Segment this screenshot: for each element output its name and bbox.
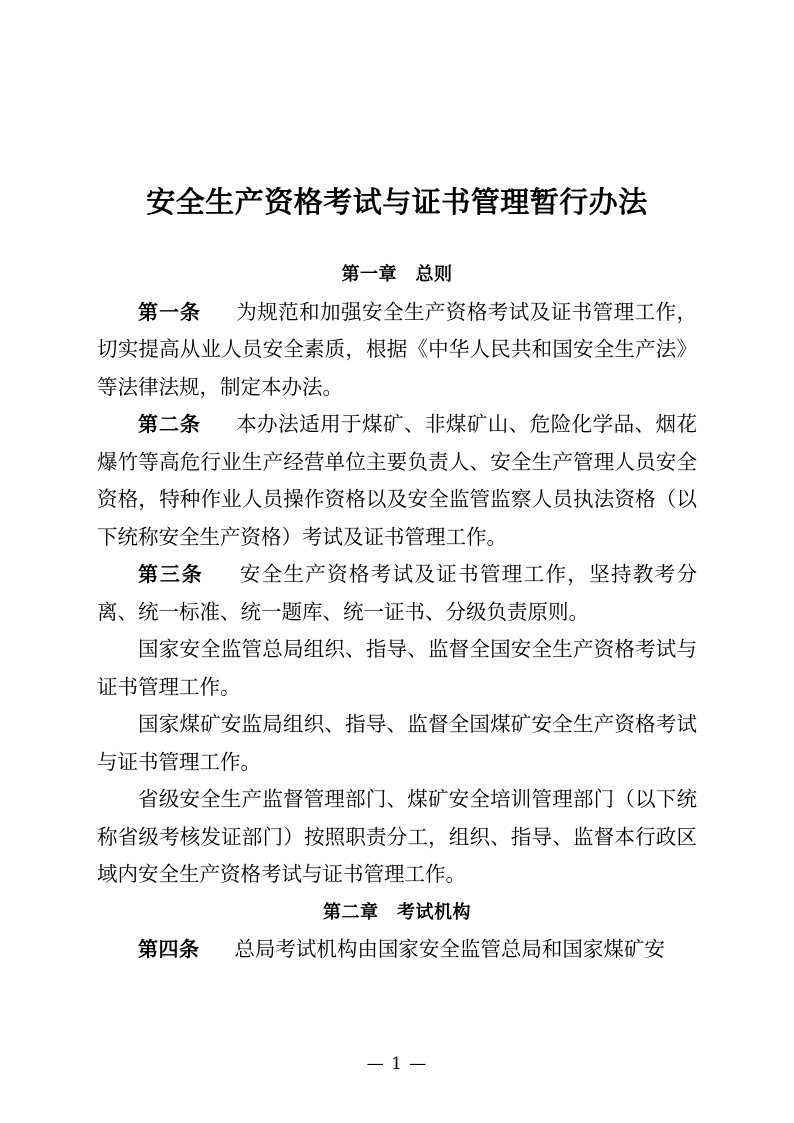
article-paragraph bbox=[97, 406, 697, 556]
paragraph-text: 省级安全生产监督管理部门、煤矿安全培训管理部门（以下统称省级考核发证部门）按照职责分工，组织、指导、监督本行政区域内安全生产资格考试与证书管理工作。 bbox=[97, 787, 697, 886]
article-text: 为规范和加强安全生产资格考试及证书管理工作，切实提高从业人员安全素质，根据《中华人民共和国安全生产法》等法律法规，制定本办法。 bbox=[97, 299, 698, 399]
article-number: 第三条 bbox=[138, 562, 204, 586]
body-paragraph bbox=[97, 781, 697, 894]
chapter-heading-2: 第二章 考试机构 bbox=[323, 901, 471, 923]
article-text: 总局考试机构由国家安全监管总局和国家煤矿安 bbox=[234, 937, 665, 961]
paragraph-text: 国家安全监管总局组织、指导、监督全国安全生产资格考试与证书管理工作。 bbox=[97, 637, 697, 699]
body-paragraph bbox=[97, 706, 697, 781]
article-number: 第四条 bbox=[138, 937, 200, 961]
article-number: 第二条 bbox=[138, 412, 201, 436]
article-paragraph bbox=[97, 931, 697, 969]
body-paragraph bbox=[97, 631, 697, 706]
article-paragraph bbox=[97, 294, 697, 407]
article-text: 安全生产资格考试及证书管理工作，坚持教考分离、统一标准、统一题库、统一证书、分级负责原则。 bbox=[97, 562, 698, 624]
chapter-heading-1: 第一章 总则 bbox=[341, 264, 453, 285]
article-number: 第一条 bbox=[138, 299, 201, 324]
document-body bbox=[97, 256, 697, 969]
paragraph-text: 国家煤矿安监局组织、指导、监督全国煤矿安全生产资格考试与证书管理工作。 bbox=[97, 712, 697, 774]
article-text: 本办法适用于煤矿、非煤矿山、危险化学品、烟花爆竹等高危行业生产经营单位主要负责人、安全生产管理人员安全资格，特种作业人员操作资格以及安全监管监察人员执法资格（以下统称安全生产资格）考试及证书管理工作。 bbox=[97, 412, 698, 549]
article-paragraph bbox=[97, 556, 697, 631]
page-number-footer: — 1 — bbox=[366, 1054, 428, 1074]
page-title: 安全生产资格考试与证书管理暂行办法 bbox=[146, 185, 648, 219]
